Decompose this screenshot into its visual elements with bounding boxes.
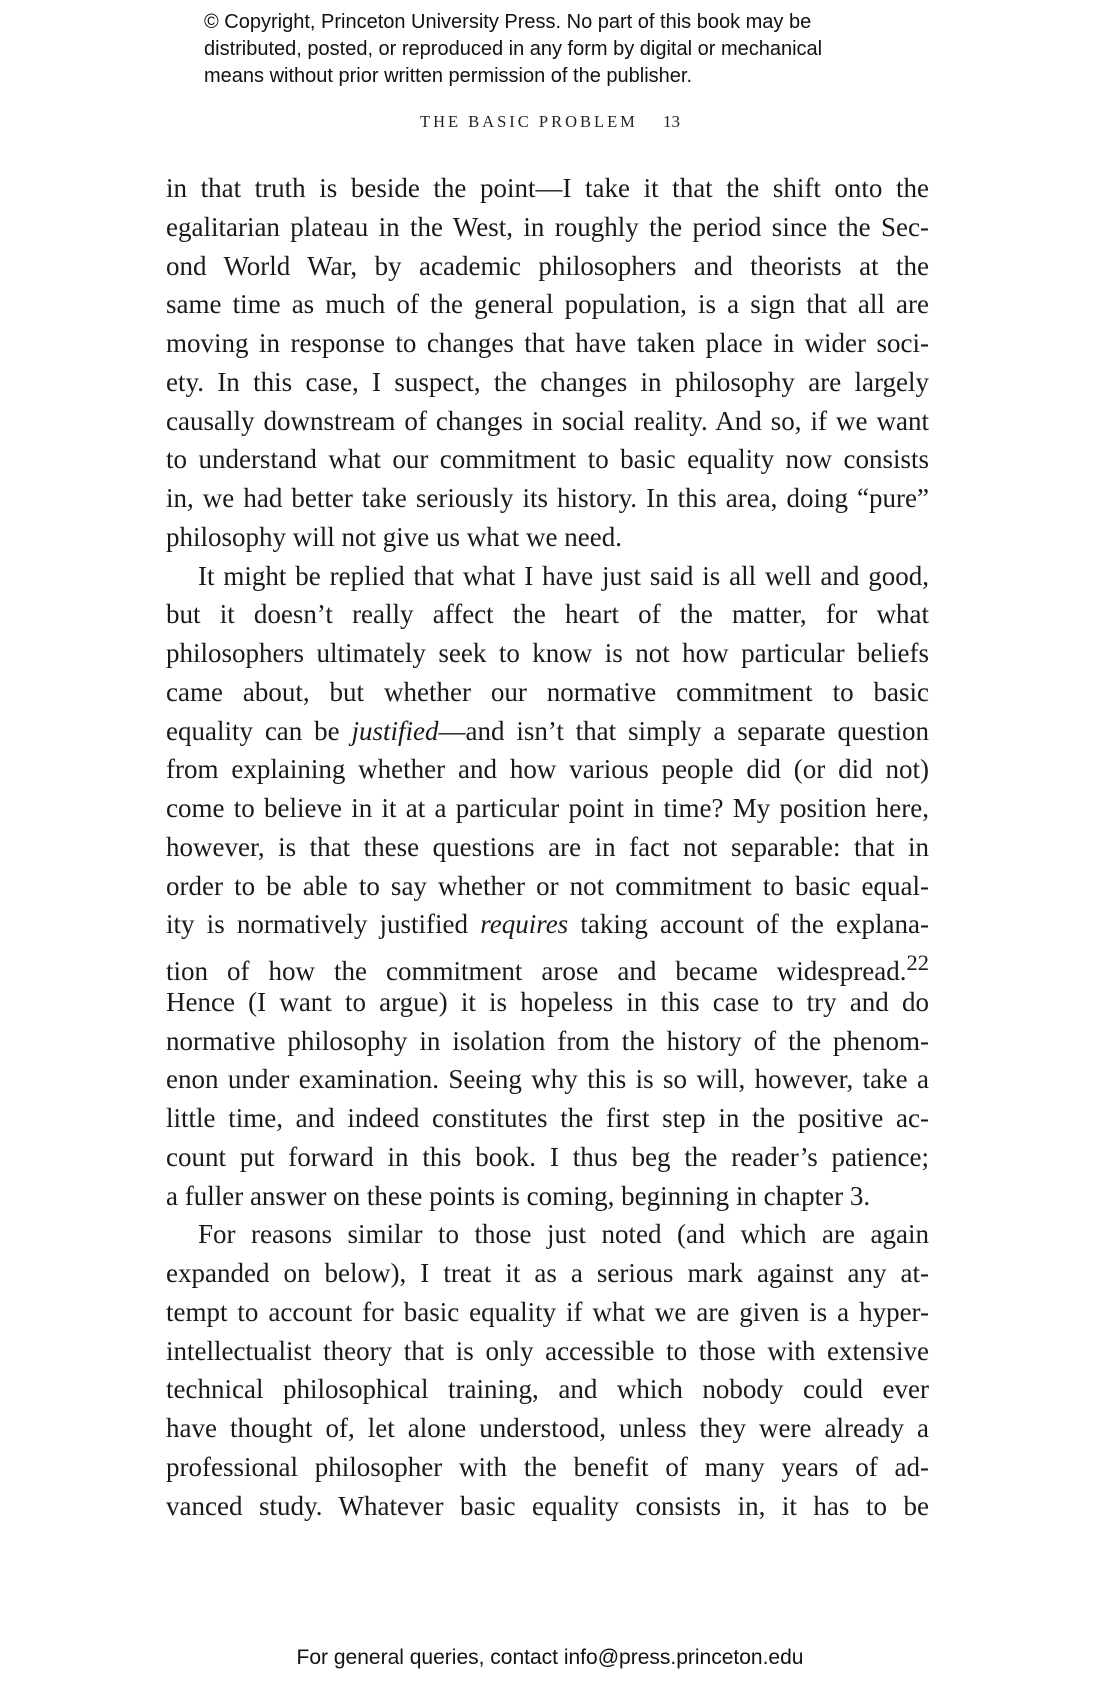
footer-contact: For general queries, contact info@press.princeton.edu — [296, 1646, 804, 1669]
text-line: in, we had better take seriously its history. In this area, doing “pure” — [166, 483, 929, 513]
text-line: Hence (I want to argue) it is hopeless in this case to try and do — [166, 986, 929, 1017]
text-line: normative philosophy in isolation from the history of the phenom- — [166, 1025, 929, 1056]
text-line: expanded on below), I treat it as a serious mark against any at- — [166, 1258, 929, 1288]
running-title: THE BASIC PROBLEM — [420, 112, 638, 131]
text-line-mixed — [166, 712, 929, 751]
text-line: professional philosopher with the benefit of many years of ad- — [166, 1451, 929, 1482]
text-line: order to be able to say whether or not commitment to basic equal- — [166, 870, 929, 901]
text-run: taking account of the explana- — [568, 909, 929, 940]
text-line: ety. In this case, I suspect, the changes in philosophy are largely — [166, 366, 929, 397]
text-run: equality can be — [166, 715, 352, 746]
text-line: causally downstream of changes in social reality. And so, if we want — [166, 405, 929, 436]
text-line: but it doesn’t really affect the heart of the matter, for what — [166, 599, 929, 630]
text-line: vanced study. Whatever basic equality consists in, it has to be — [166, 1490, 929, 1521]
text-run: tion of how the commitment arose and became widespread. — [166, 956, 907, 986]
text-line: enon under examination. Seeing why this is so will, however, take a — [166, 1064, 929, 1095]
copyright-line: © Copyright, Princeton University Press. No part of this book may be — [204, 11, 812, 33]
page-number: 13 — [662, 112, 680, 131]
text-line: For reasons similar to those just noted (and which are again — [198, 1219, 929, 1250]
text-line: count put forward in this book. I thus beg the reader’s patience; — [166, 1141, 929, 1172]
copyright-notice — [204, 9, 924, 90]
text-run: —and isn’t that simply a separate question — [438, 715, 929, 746]
text-line: come to believe in it at a particular point in time? My position here, — [166, 793, 929, 823]
text-line: tempt to account for basic equality if what we are given is a hyper- — [166, 1296, 929, 1327]
emphasis: justified — [351, 715, 439, 746]
running-head — [0, 112, 1100, 132]
text-line: philosophy will not give us what we need. — [166, 521, 622, 552]
text-line-mixed — [166, 905, 929, 944]
text-line: ond World War, by academic philosophers and theorists at the — [166, 250, 929, 281]
text-line: from explaining whether and how various people did (or did not) — [166, 754, 929, 785]
text-line: It might be replied that what I have just said is all well and good, — [198, 560, 929, 591]
text-run: ity is normatively justified — [166, 909, 481, 940]
text-line: came about, but whether our normative commitment to basic — [166, 676, 929, 707]
text-line-mixed — [166, 944, 929, 986]
text-line: technical philosophical training, and which nobody could ever — [166, 1374, 929, 1405]
emphasis: requires — [480, 909, 569, 940]
text-line: have thought of, let alone understood, unless they were already a — [166, 1413, 929, 1443]
text-line: philosophers ultimately seek to know is not how particular beliefs — [166, 638, 929, 668]
text-line: to understand what our commitment to basic equality now consists — [166, 444, 929, 475]
text-line: little time, and indeed constitutes the first step in the positive ac- — [166, 1103, 929, 1133]
copyright-line: means without prior written permission of the publisher. — [204, 65, 693, 87]
text-line: a fuller answer on these points is coming, beginning in chapter 3. — [166, 1180, 871, 1211]
text-line: moving in response to changes that have taken place in wider soci- — [166, 328, 929, 358]
text-line: in that truth is beside the point—I take it that the shift onto the — [166, 173, 929, 203]
text-line: intellectualist theory that is only accessible to those with extensive — [166, 1335, 929, 1366]
copyright-line: distributed, posted, or reproduced in any form by digital or mechanical — [204, 38, 823, 60]
text-line: same time as much of the general population, is a sign that all are — [166, 289, 929, 320]
body-text — [166, 169, 929, 1525]
text-line: however, is that these questions are in fact not separable: that in — [166, 831, 929, 862]
text-line: egalitarian plateau in the West, in roughly the period since the Sec- — [166, 211, 929, 242]
footnote-reference: 22 — [906, 950, 929, 975]
